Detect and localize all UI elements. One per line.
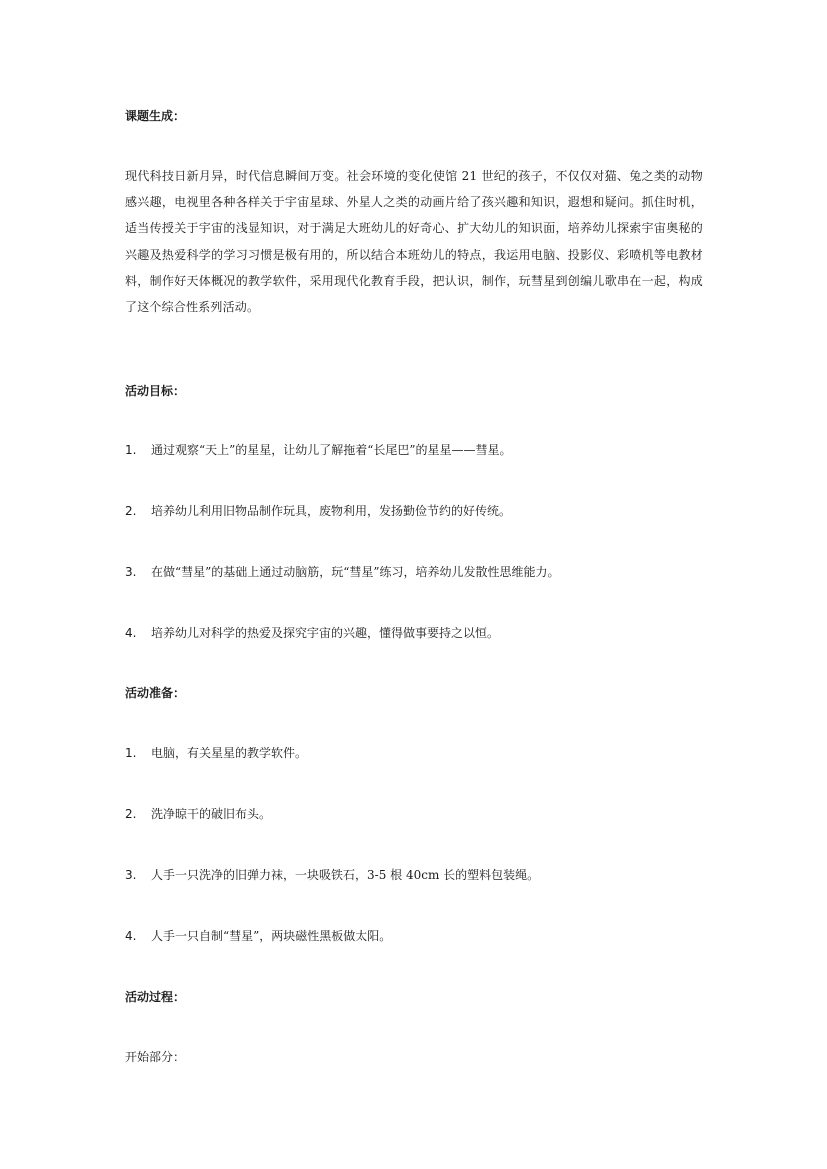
heading-process: 活动过程： (125, 990, 186, 1004)
heading-preparation: 活动准备： (125, 686, 186, 700)
prep-item-text: 洗净晾干的破旧布头。 (151, 807, 272, 821)
prep-item-1 (125, 744, 307, 761)
prep-item-number: 3. (125, 868, 137, 882)
prep-item-number: 2. (125, 807, 137, 821)
prep-item-2 (125, 805, 271, 822)
prep-item-text: 人手一只洗净的旧弹力袜，一块吸铁石，3-5 根 40cm 长的塑料包装绳。 (151, 868, 540, 882)
goal-item-3 (125, 563, 560, 580)
prep-item-number: 1. (125, 746, 137, 760)
prep-item-text: 电脑，有关星星的教学软件。 (151, 746, 308, 760)
goal-item-text: 在做“彗星”的基础上通过动脑筋，玩“彗星”练习，培养幼儿发散性思维能力。 (151, 565, 560, 579)
goal-item-2 (125, 502, 511, 519)
prep-item-4 (125, 927, 391, 944)
goal-item-number: 2. (125, 504, 137, 518)
prep-item-3 (125, 866, 539, 883)
goal-item-4 (125, 624, 499, 641)
paragraph-generation: 现代科技日新月异，时代信息瞬间万变。社会环境的变化使馆 21 世纪的孩子，不仅仅对猫、兔之类的动物感兴趣，电视里各种各样关于宇宙星球、外星人之类的动画片给了孩兴趣和知识，遐想和疑问。抓住时机，适当传授关于宇宙的浅显知识，对于满足大班幼儿的好奇心、扩大幼儿的知识面，培养幼儿探索宇宙奥秘的兴趣及热爱科学的学习习惯是极有用的，所以结合本班幼儿的特点，我运用电脑、投影仪、彩喷机等电教材料，制作好天体概况的教学软件，采用现代化教育手段，把认识，制作，玩彗星到创编儿歌串在一起，构成了这个综合性系列活动。 (125, 169, 703, 315)
goal-item-text: 培养幼儿利用旧物品制作玩具，废物利用，发扬勤俭节约的好传统。 (151, 504, 512, 518)
goal-item-number: 4. (125, 626, 137, 640)
goal-item-text: 通过观察“天上”的星星，让幼儿了解拖着“长尾巴”的星星——彗星。 (151, 443, 512, 457)
goal-item-number: 1. (125, 443, 137, 457)
prep-item-text: 人手一只自制“彗星”，两块磁性黑板做太阳。 (151, 929, 392, 943)
prep-item-number: 4. (125, 929, 137, 943)
goal-item-number: 3. (125, 565, 137, 579)
goal-item-1 (125, 441, 512, 458)
subheading-start: 开始部分： (125, 1050, 186, 1064)
heading-generation: 课题生成： (125, 109, 186, 123)
heading-goals: 活动目标： (125, 384, 186, 398)
goal-item-text: 培养幼儿对科学的热爱及探究宇宙的兴趣，懂得做事要持之以恒。 (151, 626, 500, 640)
